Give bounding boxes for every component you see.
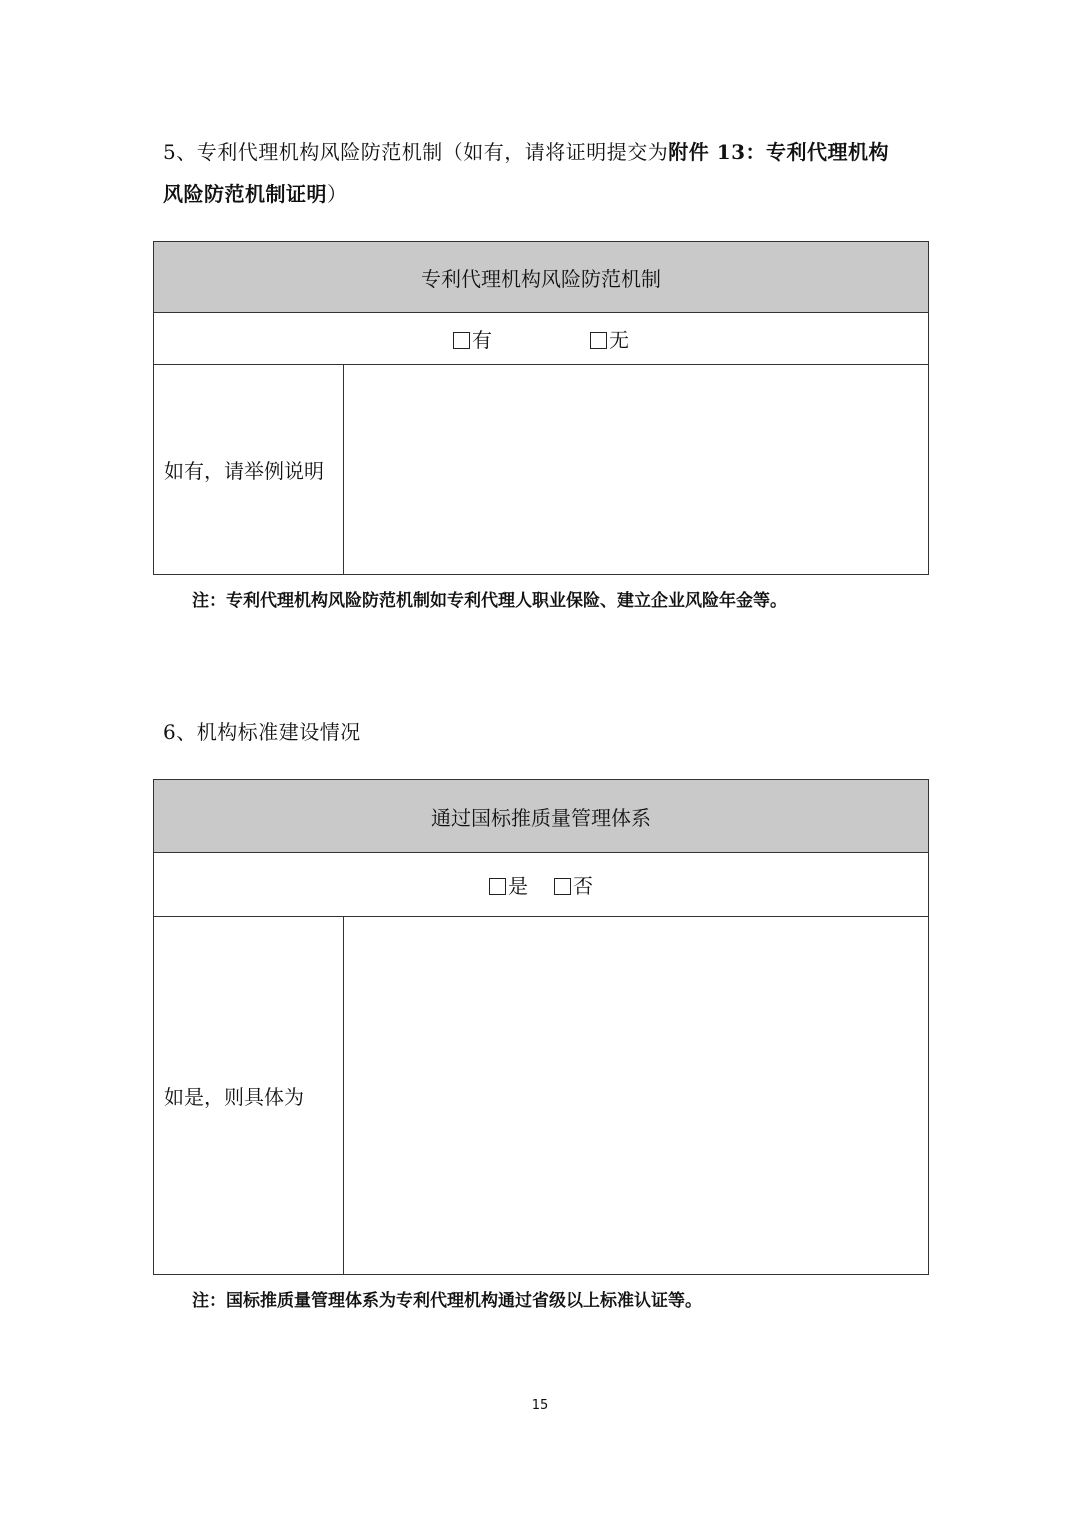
section6-heading: 6、机构标准建设情况	[163, 720, 361, 744]
option-yes[interactable]	[489, 870, 528, 899]
option-no[interactable]	[554, 870, 593, 899]
page-number: 15	[531, 1398, 549, 1413]
yes-checkbox[interactable]	[489, 878, 506, 895]
option-yes-label: 是	[508, 874, 528, 898]
yes-checkbox[interactable]	[453, 332, 470, 349]
section5-heading	[163, 131, 933, 215]
option-yes-label: 有	[472, 328, 492, 352]
section5-heading-attachment: 附件 13：专利代理机构	[668, 140, 890, 164]
section5-heading-prefix: 5、专利代理机构风险防范机制（如有，请将证明提交为	[163, 140, 669, 164]
section5-heading-attachment-cont: 风险防范机制证明	[163, 182, 327, 206]
option-no-label: 否	[573, 874, 593, 898]
section5-heading-suffix: ）	[327, 182, 348, 206]
quality-system-header: 通过国标推质量管理体系	[154, 780, 929, 853]
option-no-label: 无	[609, 328, 629, 352]
option-yes[interactable]	[453, 324, 492, 353]
option-no[interactable]	[590, 324, 629, 353]
section6-note: 注：国标推质量管理体系为专利代理机构通过省级以上标准认证等。	[192, 1291, 702, 1311]
example-label: 如有，请举例说明	[154, 365, 344, 575]
risk-mechanism-header: 专利代理机构风险防范机制	[154, 242, 929, 313]
risk-mechanism-table	[153, 241, 929, 575]
example-input[interactable]	[344, 365, 929, 575]
no-checkbox[interactable]	[554, 878, 571, 895]
risk-mechanism-options	[154, 313, 929, 365]
quality-system-options	[154, 853, 929, 917]
details-label: 如是，则具体为	[154, 917, 344, 1275]
no-checkbox[interactable]	[590, 332, 607, 349]
section5-note: 注：专利代理机构风险防范机制如专利代理人职业保险、建立企业风险年金等。	[192, 591, 787, 611]
quality-system-table	[153, 779, 929, 1275]
details-input[interactable]	[344, 917, 929, 1275]
